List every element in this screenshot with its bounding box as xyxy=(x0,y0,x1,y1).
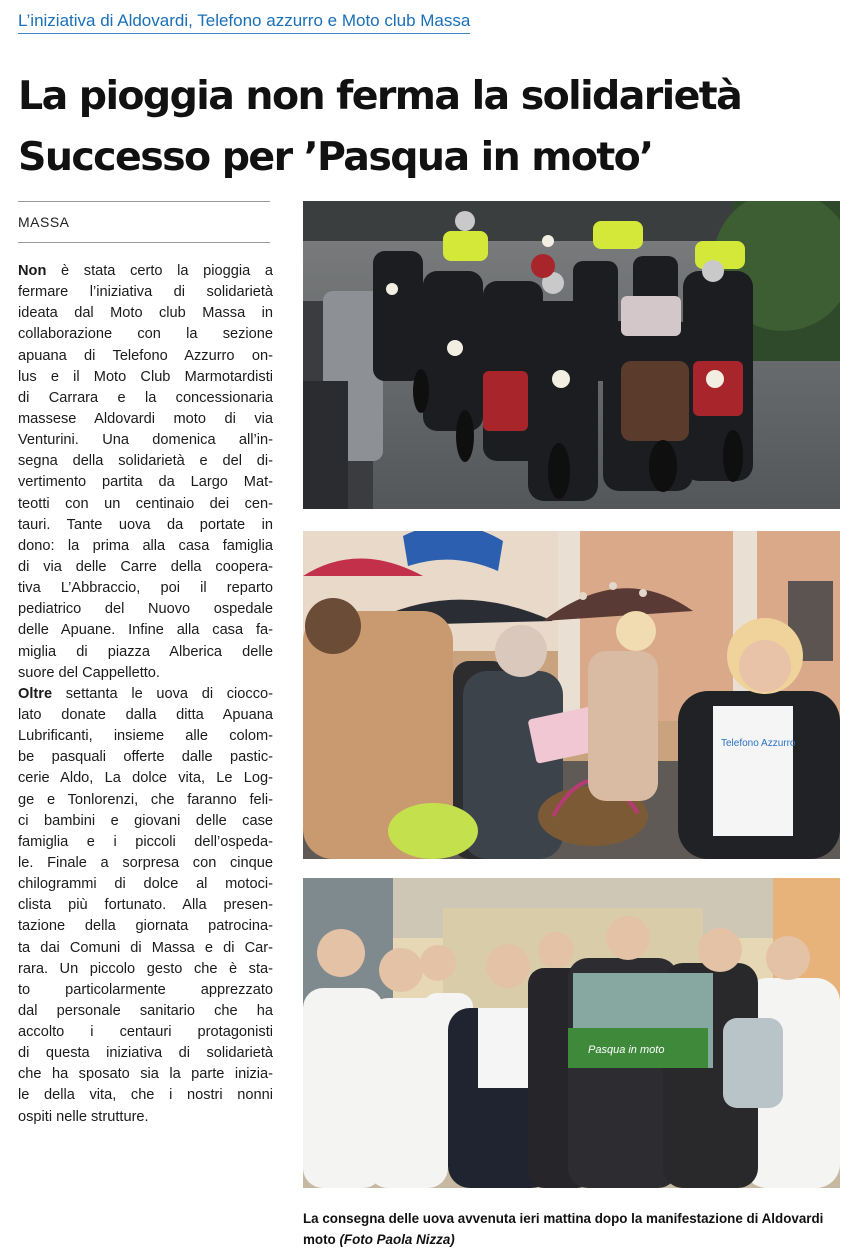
body-line: dono: la prima alla casa famiglia xyxy=(18,537,273,554)
body-line: apuana di Telefono Azzurro on- xyxy=(18,347,273,364)
body-line: di via delle Carre della coopera- xyxy=(18,558,273,575)
body-line: massese Aldovardi moto di via xyxy=(18,410,273,427)
body-line: ci bambini e giovani delle case xyxy=(18,812,273,829)
body-line: tauri. Tante uova da portate in xyxy=(18,516,273,533)
photo-egg-delivery xyxy=(303,531,840,859)
body-line: Venturini. Una domenica all’in- xyxy=(18,432,273,449)
photo-hospital-group xyxy=(303,878,840,1188)
body-line: lus e il Moto Club Marmotardisti xyxy=(18,368,273,385)
body-line: vertimento partita da Largo Mat- xyxy=(18,474,273,491)
gift-bag-text: Pasqua in moto xyxy=(588,1044,665,1056)
body-line: che ha sposato sia la parte inizia- xyxy=(18,1066,273,1083)
body-line: di questa iniziativa di solidarietà xyxy=(18,1045,273,1062)
body-line: tiva L’Abbraccio, poi il reparto xyxy=(18,580,273,597)
paragraph-lead: Non xyxy=(18,263,47,279)
body-line: ospiti nelle strutture. xyxy=(18,1108,149,1125)
body-line: tazione della giornata patrocina- xyxy=(18,918,273,935)
body-line: fermare l’iniziativa di solidarietà xyxy=(18,284,273,301)
body-line: dal personale sanitario che ha xyxy=(18,1002,273,1019)
body-line: famiglia e i piccoli dell’ospeda- xyxy=(18,833,273,850)
body-line: suore del Cappelletto. xyxy=(18,664,160,681)
headline xyxy=(18,66,848,188)
divider-bottom xyxy=(18,242,270,243)
body-line: ge e Tonlorenzi, che faranno feli- xyxy=(18,791,273,808)
headline-line-1: La pioggia non ferma la solidarietà xyxy=(18,73,742,119)
body-line: Non è stata certo la pioggia a xyxy=(18,263,273,279)
body-line: to particolarmente apprezzato xyxy=(18,981,273,998)
body-line: Lubrificanti, insieme alle colom- xyxy=(18,728,273,745)
body-line: collaborazione con la sezione xyxy=(18,326,273,343)
body-line: di Carrara e la concessionaria xyxy=(18,389,273,406)
body-line: Oltre settanta le uova di ciocco- xyxy=(18,685,273,702)
body-line: teotti con un centinaio dei cen- xyxy=(18,495,273,512)
body-line: ideata dal Moto club Massa in xyxy=(18,305,273,322)
divider-top xyxy=(18,201,270,202)
body-line: delle Apuane. Infine alla casa fa- xyxy=(18,622,273,639)
headline-line-2: Successo per ’Pasqua in moto’ xyxy=(18,134,653,180)
body-line: clista più fortunato. Alla presen- xyxy=(18,897,273,914)
body-line: chilogrammi di dolce al motoci- xyxy=(18,876,273,893)
body-line: miglia di piazza Alberica delle xyxy=(18,643,273,660)
body-line: cerie Aldo, La dolce vita, Le Log- xyxy=(18,770,273,787)
body-line: rara. Un piccolo gesto che è sta- xyxy=(18,960,273,977)
body-line: le della vita, che i nostri nonni xyxy=(18,1087,273,1104)
caption-text: La consegna delle uova avvenuta ieri mattina dopo la manifestazione di Aldovardi moto xyxy=(303,1211,824,1247)
tshirt-logo-text: Telefono Azzurro xyxy=(721,738,796,749)
body-line: be pasquali offerte dalle pastic- xyxy=(18,749,273,766)
body-line: accolto i centauri protagonisti xyxy=(18,1024,273,1041)
photo-credit: (Foto Paola Nizza) xyxy=(339,1232,455,1247)
body-line: pediatrico del Nuovo ospedale xyxy=(18,601,273,618)
body-line: segna della solidarietà e del di- xyxy=(18,453,273,470)
article-body xyxy=(18,261,273,1128)
kicker: L’iniziativa di Aldovardi, Telefono azzurro e Moto club Massa xyxy=(18,11,470,34)
body-line: lato donate dalla ditta Apuana xyxy=(18,706,273,723)
photo-caption xyxy=(303,1208,843,1250)
paragraph-lead: Oltre xyxy=(18,685,53,702)
body-line: ta dai Comuni di Massa e di Car- xyxy=(18,939,273,956)
dateline: MASSA xyxy=(18,214,70,230)
photo-motorcycle-parade xyxy=(303,201,840,509)
body-line: le. Finale a sorpresa con cinque xyxy=(18,854,273,871)
